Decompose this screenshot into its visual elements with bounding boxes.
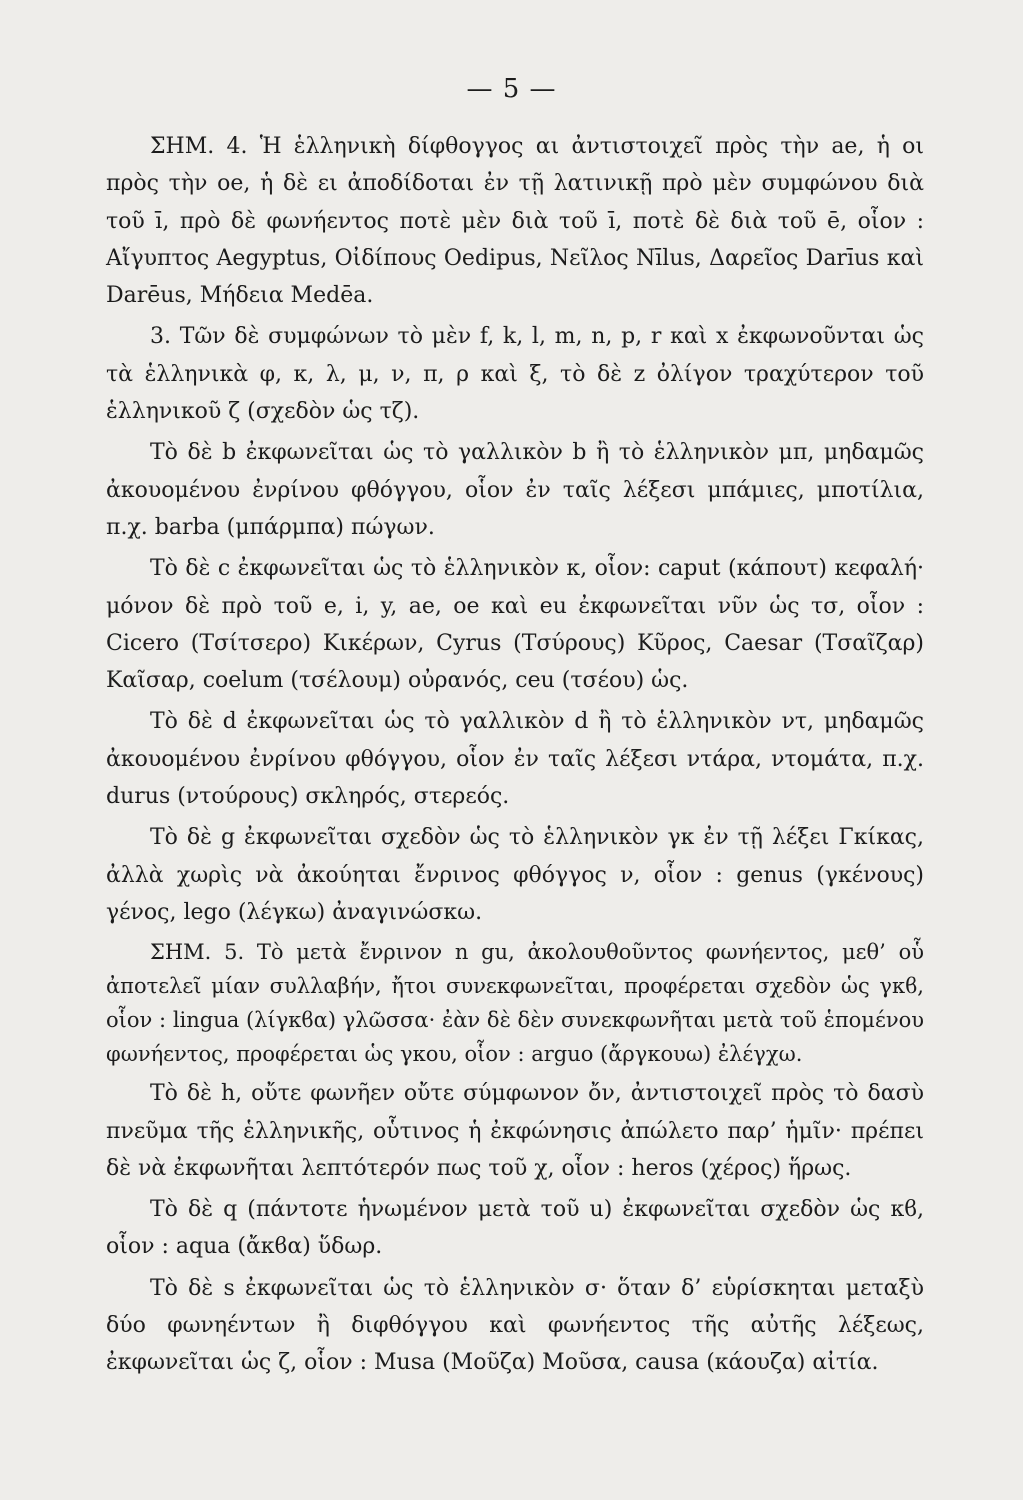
page-number: — 5 — bbox=[466, 74, 557, 104]
letter-s-paragraph: Τὸ δὲ s ἐκφωνεῖται ὡς τὸ ἑλληνικὸν σ· ὅταν δ’ εὑρίσκηται μεταξὺ δύο φωνηέντων ἢ διφθόγγου καὶ φωνήεντος τῆς αὐτῆς λέξεως, ἐκφωνεῖται ὡς ζ, οἷον : Musa (Μοῦζα) Μοῦσα, causa (κάουζα) αἰτία. bbox=[106, 1275, 924, 1376]
letter-b-paragraph: Τὸ δὲ b ἐκφωνεῖται ὡς τὸ γαλλικὸν b ἢ τὸ ἑλληνικὸν μπ, μηδαμῶς ἀκουομένου ἐνρίνου φθόγγου, οἷον ἐν ταῖς λέξεσι μπάμιες, μποτίλια, π.χ. barba (μπάρμπα) πώγων. bbox=[106, 440, 924, 540]
letter-q-paragraph: Τὸ δὲ q (πάντοτε ἡνωμένον μετὰ τοῦ u) ἐκφωνεῖται σχεδὸν ὡς κϐ, οἷον : aqua (ἄκϐα) ὕδωρ. bbox=[106, 1197, 924, 1260]
letter-h-paragraph: Τὸ δὲ h, οὔτε φωνῆεν οὔτε σύμφωνον ὄν, ἀντιστοιχεῖ πρὸς τὸ δασὺ πνεῦμα τῆς ἑλληνικῆς, οὗτινος ἡ ἐκφώνησις ἀπώλετο παρ’ ἡμῖν· πρέπει δὲ νὰ ἐκφωνῆται λεπτότερόν πως τοῦ χ, οἷον : heros (χέρος) ἥρως. bbox=[106, 1081, 924, 1181]
note-5-paragraph: ΣΗΜ. 5. Τὸ μετὰ ἔνρινον n gu, ἀκολουθοῦντος φωνήεντος, μεθ’ οὗ ἀποτελεῖ μίαν συλλαβήν, ἤτοι συνεκφωνεῖται, προφέρεται σχεδὸν ὡς γκϐ, οἷον : lingua (λίγκϐα) γλῶσσα· ἐὰν δὲ δὲν συνεκφωνῆται μετὰ τοῦ ἑπομένου φωνήεντος, προφέρεται ὡς γκου, οἷον : arguo (ἄργκουω) ἐλέγχω. bbox=[106, 940, 924, 1067]
letter-c-paragraph: Τὸ δὲ c ἐκφωνεῖται ὡς τὸ ἑλληνικὸν κ, οἷον: caput (κάπουτ) κεφαλή· μόνον δὲ πρὸ τοῦ e, i, y, ae, oe καὶ eu ἐκφωνεῖται νῦν ὡς τσ, οἷον : Cicero (Τσίτσερο) Κικέρων, Cyrus (Τσύρους) Κῦρος, Caesar (Τσαῖζαρ) Καῖσαρ, coelum (τσέλουμ) οὐρανός, ceu (τσέου) ὡς. bbox=[106, 556, 924, 694]
consonants-paragraph: 3. Τῶν δὲ συμφώνων τὸ μὲν f, k, l, m, n, p, r καὶ x ἐκφωνοῦνται ὡς τὰ ἑλληνικὰ φ, κ, λ, μ, ν, π, ρ καὶ ξ, τὸ δὲ z ὀλίγον τραχύτερον τοῦ ἑλληνικοῦ ζ (σχεδὸν ὡς τζ). bbox=[106, 324, 924, 425]
page-body bbox=[106, 128, 924, 1382]
letter-g-paragraph: Τὸ δὲ g ἐκφωνεῖται σχεδὸν ὡς τὸ ἑλληνικὸν γκ ἐν τῇ λέξει Γκίκας, ἀλλὰ χωρὶς νὰ ἀκούηται ἔνρινος φθόγγος ν, οἷον : genus (γκένους) γένος, lego (λέγκω) ἀναγινώσκω. bbox=[106, 825, 924, 925]
note-4-paragraph: ΣΗΜ. 4. Ἡ ἑλληνικὴ δίφθογγος αι ἀντιστοιχεῖ πρὸς τὴν ae, ἡ οι πρὸς τὴν oe, ἡ δὲ ει ἀποδίδοται ἐν τῇ λατινικῇ πρὸ μὲν συμφώνου διὰ τοῦ ī, πρὸ δὲ φωνήεντος ποτὲ μὲν διὰ τοῦ ī, ποτὲ δὲ διὰ τοῦ ē, οἷον : Αἴγυπτος Aegyptus, Οἰδίπους Oedipus, Νεῖλος Nīlus, Δαρεῖος Darīus καὶ Darēus, Μήδεια Medēa. bbox=[106, 134, 924, 309]
letter-d-paragraph: Τὸ δὲ d ἐκφωνεῖται ὡς τὸ γαλλικὸν d ἢ τὸ ἑλληνικὸν ντ, μηδαμῶς ἀκουομένου ἐνρίνου φθόγγου, οἷον ἐν ταῖς λέξεσι ντάρα, ντομάτα, π.χ. durus (ντούρους) σκληρός, στερεός. bbox=[106, 709, 924, 810]
